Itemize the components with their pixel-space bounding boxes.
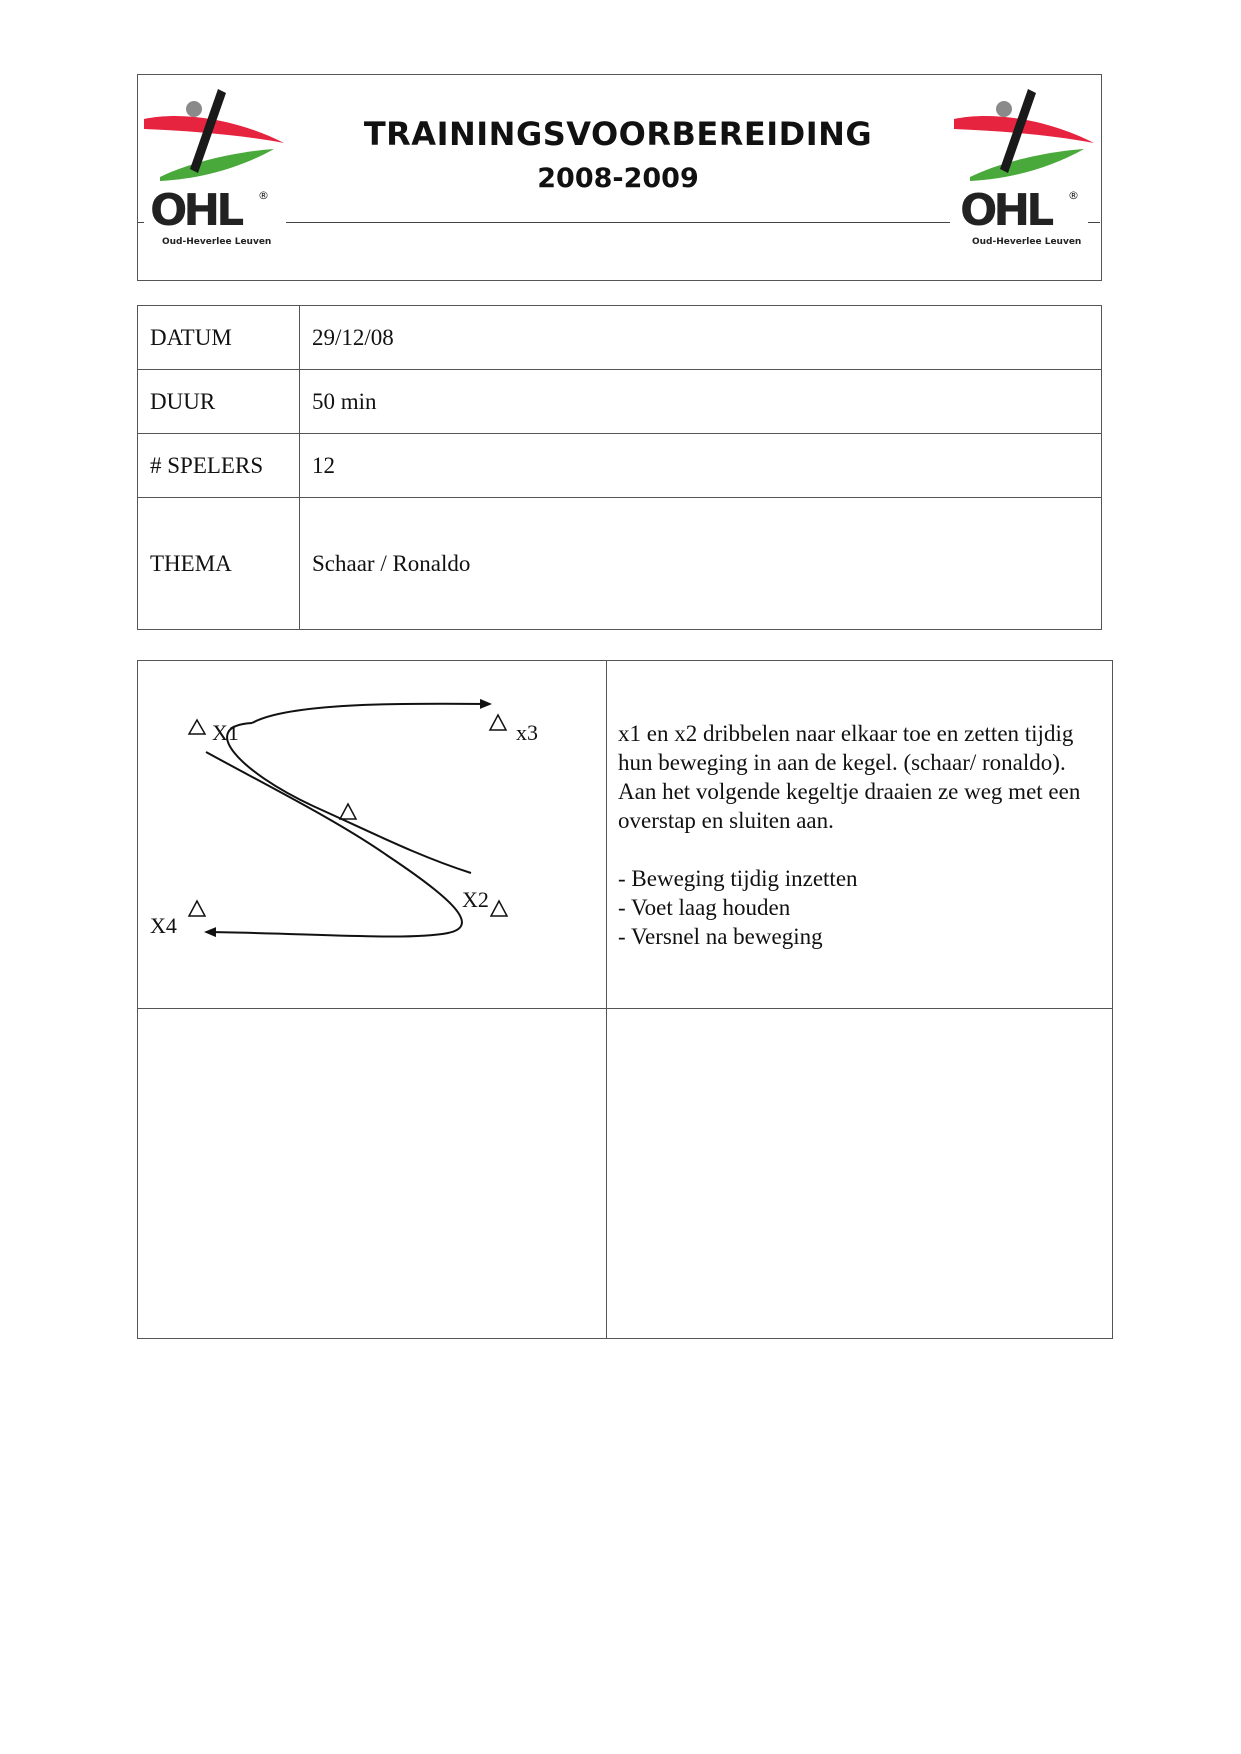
list-item: - Versnel na beweging	[618, 924, 823, 949]
label-x3: x3	[516, 720, 538, 745]
exercise-grid	[137, 660, 1113, 1339]
grid-divider-vertical	[606, 661, 607, 1338]
info-value: 50 min	[300, 370, 1102, 434]
info-key: DUUR	[138, 370, 300, 434]
table-row	[138, 434, 1102, 498]
dribble-path-x1	[227, 723, 471, 873]
cone-center-icon	[340, 804, 356, 819]
label-x1: X1	[212, 720, 239, 745]
header-box	[137, 74, 1102, 281]
label-x4: X4	[150, 913, 177, 938]
info-key: THEMA	[138, 498, 300, 630]
ohl-emblem-icon	[952, 85, 1097, 195]
cone-x1-icon	[189, 720, 205, 734]
session-info-table	[137, 305, 1102, 630]
info-value: 29/12/08	[300, 306, 1102, 370]
dribble-path-x2	[206, 752, 462, 937]
document-season: 2008-2009	[537, 163, 699, 194]
coaching-points	[618, 864, 1098, 951]
table-row	[138, 370, 1102, 434]
document-title: TRAININGSVOORBEREIDING	[363, 115, 873, 153]
registered-mark-icon: ®	[1068, 189, 1079, 202]
logo-subtext: Oud-Heverlee Leuven	[972, 237, 1082, 247]
info-key: DATUM	[138, 306, 300, 370]
description-text: x1 en x2 dribbelen naar elkaar toe en zetten tijdig hun beweging in aan de kegel. (schaar/ ronaldo). Aan het volgende kegeltje draaien ze weg met een overstap en sluiten aan.	[618, 721, 1081, 833]
list-item: - Voet laag houden	[618, 895, 791, 920]
exercise-description	[618, 719, 1098, 951]
info-key: # SPELERS	[138, 434, 300, 498]
logo-subtext: Oud-Heverlee Leuven	[162, 237, 272, 247]
info-value: 12	[300, 434, 1102, 498]
header-divider	[286, 222, 950, 223]
table-row	[138, 498, 1102, 630]
logo-text: OHL	[960, 185, 1051, 236]
list-item: - Beweging tijdig inzetten	[618, 866, 858, 891]
cone-x4-icon	[189, 901, 205, 916]
cone-x3-icon	[490, 715, 506, 730]
table-row	[138, 306, 1102, 370]
label-x2: X2	[462, 887, 489, 912]
cone-x2-icon	[491, 901, 507, 916]
ohl-logo-left	[142, 85, 287, 245]
info-value: Schaar / Ronaldo	[300, 498, 1102, 630]
ohl-emblem-icon	[142, 85, 287, 195]
ohl-logo-right	[952, 85, 1097, 245]
logo-text: OHL	[150, 185, 241, 236]
return-path-x3	[252, 704, 490, 723]
registered-mark-icon: ®	[258, 189, 269, 202]
grid-divider-horizontal	[138, 1008, 1112, 1009]
header-divider-left	[138, 222, 144, 223]
exercise-diagram	[138, 661, 606, 1008]
